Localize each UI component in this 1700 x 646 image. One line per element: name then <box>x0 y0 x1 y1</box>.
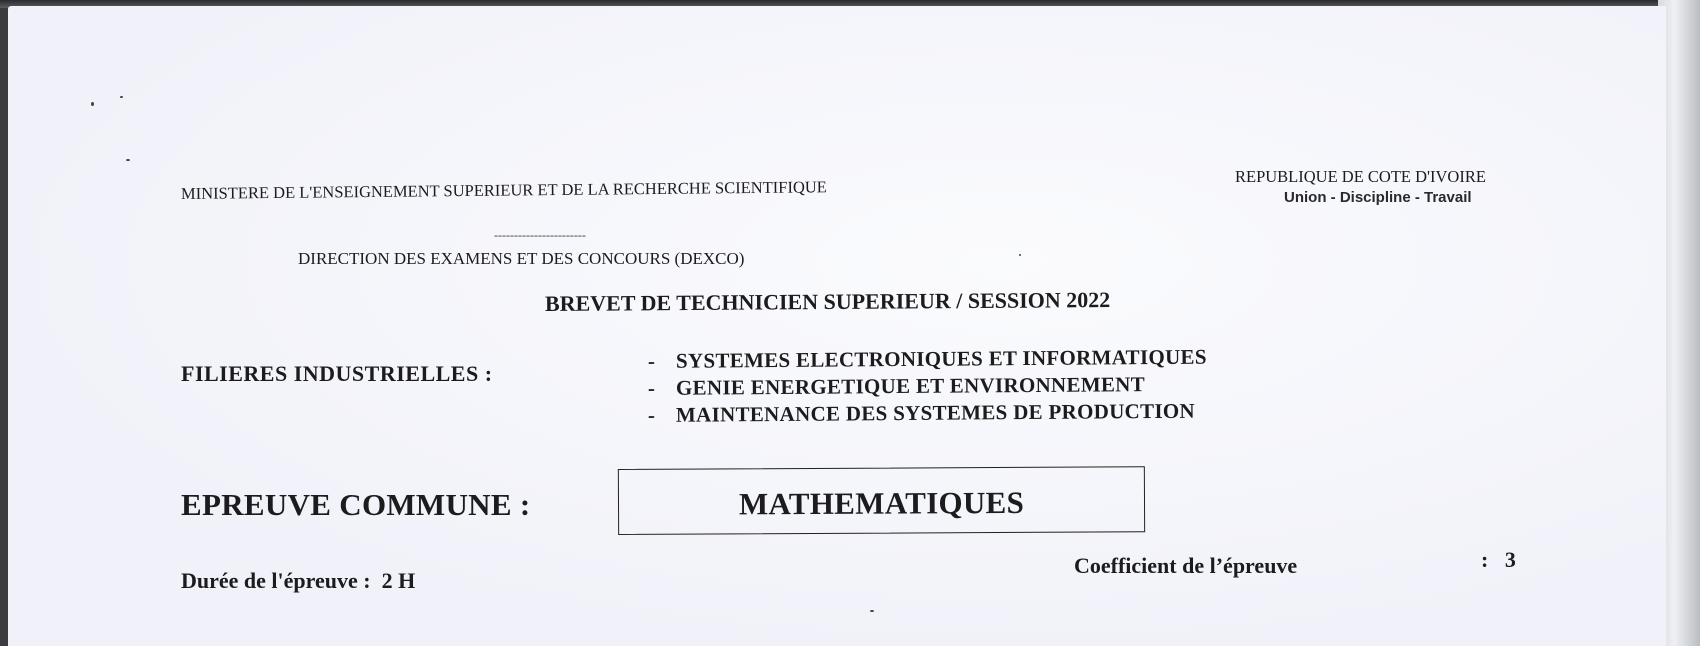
duration-label: Durée de l'épreuve : <box>181 568 371 593</box>
stream-bullet: - <box>647 375 656 400</box>
header-separator: ----------------------- <box>494 228 586 242</box>
stream-item <box>648 345 1207 374</box>
stream-item-label: MAINTENANCE DES SYSTEMES DE PRODUCTION <box>675 398 1196 427</box>
stream-item-label: SYSTEMES ELECTRONIQUES ET INFORMATIQUES <box>675 344 1207 373</box>
subject-box <box>618 466 1145 535</box>
ministry-name: MINISTERE DE L'ENSEIGNEMENT SUPERIEUR ET DE LA RECHERCHE SCIENTIFIQUE <box>180 177 827 203</box>
scan-speck <box>126 159 130 161</box>
duration <box>181 568 415 594</box>
republic-name: REPUBLIQUE DE COTE D'IVOIRE <box>1235 167 1486 186</box>
national-motto: Union - Discipline - Travail <box>1284 189 1472 206</box>
scan-speck <box>870 610 874 612</box>
coefficient <box>1481 547 1516 573</box>
stream-item <box>648 372 1145 401</box>
directorate-name: DIRECTION DES EXAMENS ET DES CONCOURS (DEXCO) <box>298 249 745 268</box>
scan-speck <box>1019 254 1021 256</box>
subject-title: MATHEMATIQUES <box>738 484 1025 522</box>
duration-value: 2 H <box>381 568 416 593</box>
coefficient-separator: : <box>1481 547 1489 572</box>
stream-item-label: GENIE ENERGETIQUE ET ENVIRONNEMENT <box>675 372 1146 400</box>
stream-bullet: - <box>647 348 656 373</box>
scan-speck <box>120 96 123 98</box>
stream-item <box>648 399 1195 428</box>
document-page <box>8 6 1666 646</box>
exam-title: BREVET DE TECHNICIEN SUPERIEUR / SESSION 2022 <box>544 287 1111 316</box>
coefficient-label: Coefficient de l’épreuve <box>1074 553 1298 578</box>
stream-bullet: - <box>647 402 656 427</box>
coefficient-value: 3 <box>1504 547 1516 572</box>
streams-label: FILIERES INDUSTRIELLES : <box>181 361 493 386</box>
scan-speck <box>91 102 94 106</box>
paper-label: EPREUVE COMMUNE : <box>181 487 531 522</box>
